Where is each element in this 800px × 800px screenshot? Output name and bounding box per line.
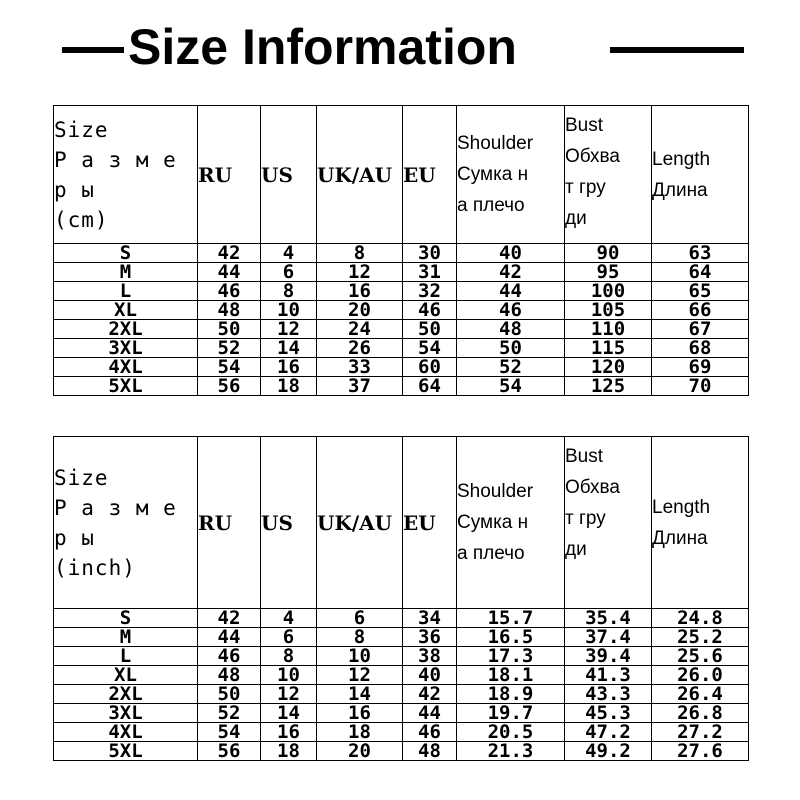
header-ru: RU xyxy=(198,437,261,609)
cell-length: 27.6 xyxy=(652,742,749,761)
header-bust: Bust Обхва т гру ди xyxy=(565,106,652,244)
header-length: Length Длина xyxy=(652,106,749,244)
table-row xyxy=(54,377,749,396)
header-shoulder: Shoulder Сумка н а плечо xyxy=(457,437,565,609)
cell-length: 24.8 xyxy=(652,609,749,628)
cell-length: 66 xyxy=(652,301,749,320)
cell-us: 4 xyxy=(261,609,317,628)
cell-ru: 48 xyxy=(198,666,261,685)
cell-eu: 46 xyxy=(403,301,457,320)
header-bust: Bust Обхва т гру ди xyxy=(565,437,652,609)
cell-uk-au: 26 xyxy=(317,339,403,358)
cell-size: 5XL xyxy=(54,742,198,761)
cell-shoulder: 19.7 xyxy=(457,704,565,723)
cell-eu: 40 xyxy=(403,666,457,685)
cell-bust: 37.4 xyxy=(565,628,652,647)
cell-bust: 39.4 xyxy=(565,647,652,666)
cell-shoulder: 54 xyxy=(457,377,565,396)
cell-length: 26.4 xyxy=(652,685,749,704)
table-row xyxy=(54,358,749,377)
cell-shoulder: 21.3 xyxy=(457,742,565,761)
cell-bust: 110 xyxy=(565,320,652,339)
cell-length: 63 xyxy=(652,244,749,263)
cell-size: XL xyxy=(54,666,198,685)
cell-size: 3XL xyxy=(54,704,198,723)
cell-us: 16 xyxy=(261,723,317,742)
cell-us: 14 xyxy=(261,339,317,358)
cell-shoulder: 42 xyxy=(457,263,565,282)
title-banner xyxy=(0,10,800,88)
cell-uk-au: 8 xyxy=(317,628,403,647)
table-row xyxy=(54,685,749,704)
cell-shoulder: 15.7 xyxy=(457,609,565,628)
cell-ru: 50 xyxy=(198,685,261,704)
header-size: Size Р а з м е р ы (inch) xyxy=(54,437,198,609)
cell-length: 65 xyxy=(652,282,749,301)
cell-eu: 32 xyxy=(403,282,457,301)
cell-us: 6 xyxy=(261,628,317,647)
cell-size: 4XL xyxy=(54,358,198,377)
cell-size: S xyxy=(54,244,198,263)
table-row xyxy=(54,320,749,339)
cell-uk-au: 20 xyxy=(317,742,403,761)
cell-eu: 64 xyxy=(403,377,457,396)
header-ru: RU xyxy=(198,106,261,244)
cell-size: XL xyxy=(54,301,198,320)
cell-shoulder: 18.9 xyxy=(457,685,565,704)
cell-shoulder: 16.5 xyxy=(457,628,565,647)
cell-bust: 125 xyxy=(565,377,652,396)
header-us: US xyxy=(261,437,317,609)
table-row xyxy=(54,339,749,358)
cell-shoulder: 46 xyxy=(457,301,565,320)
table-row xyxy=(54,647,749,666)
cell-eu: 31 xyxy=(403,263,457,282)
cell-bust: 49.2 xyxy=(565,742,652,761)
cell-length: 25.6 xyxy=(652,647,749,666)
title-rule-left xyxy=(62,47,124,53)
cell-ru: 50 xyxy=(198,320,261,339)
table-row xyxy=(54,301,749,320)
cell-uk-au: 24 xyxy=(317,320,403,339)
cell-us: 6 xyxy=(261,263,317,282)
header-uk-au: UK/AU xyxy=(317,437,403,609)
cell-size: M xyxy=(54,263,198,282)
cell-uk-au: 37 xyxy=(317,377,403,396)
cell-ru: 52 xyxy=(198,704,261,723)
cell-uk-au: 12 xyxy=(317,263,403,282)
table-row xyxy=(54,723,749,742)
cell-ru: 56 xyxy=(198,377,261,396)
cell-us: 18 xyxy=(261,377,317,396)
cell-eu: 36 xyxy=(403,628,457,647)
cell-uk-au: 16 xyxy=(317,282,403,301)
cell-length: 70 xyxy=(652,377,749,396)
cell-ru: 54 xyxy=(198,723,261,742)
page-title: Size Information xyxy=(128,19,517,75)
cell-uk-au: 14 xyxy=(317,685,403,704)
cell-uk-au: 20 xyxy=(317,301,403,320)
cell-us: 8 xyxy=(261,282,317,301)
table-row xyxy=(54,263,749,282)
cell-us: 18 xyxy=(261,742,317,761)
header-eu: EU xyxy=(403,106,457,244)
cell-shoulder: 20.5 xyxy=(457,723,565,742)
cell-length: 64 xyxy=(652,263,749,282)
cell-eu: 44 xyxy=(403,704,457,723)
cell-shoulder: 17.3 xyxy=(457,647,565,666)
cell-shoulder: 50 xyxy=(457,339,565,358)
cell-bust: 35.4 xyxy=(565,609,652,628)
cell-us: 8 xyxy=(261,647,317,666)
cell-us: 4 xyxy=(261,244,317,263)
cell-us: 14 xyxy=(261,704,317,723)
cell-length: 68 xyxy=(652,339,749,358)
header-uk-au: UK/AU xyxy=(317,106,403,244)
cell-size: 5XL xyxy=(54,377,198,396)
table-row xyxy=(54,742,749,761)
cell-uk-au: 18 xyxy=(317,723,403,742)
cell-bust: 100 xyxy=(565,282,652,301)
cell-bust: 45.3 xyxy=(565,704,652,723)
cell-ru: 52 xyxy=(198,339,261,358)
cell-size: M xyxy=(54,628,198,647)
cell-ru: 42 xyxy=(198,244,261,263)
cell-bust: 41.3 xyxy=(565,666,652,685)
cell-shoulder: 40 xyxy=(457,244,565,263)
cell-length: 67 xyxy=(652,320,749,339)
cell-bust: 115 xyxy=(565,339,652,358)
header-us: US xyxy=(261,106,317,244)
cell-ru: 46 xyxy=(198,282,261,301)
cell-shoulder: 48 xyxy=(457,320,565,339)
cell-eu: 38 xyxy=(403,647,457,666)
cell-eu: 48 xyxy=(403,742,457,761)
cell-ru: 42 xyxy=(198,609,261,628)
cell-shoulder: 18.1 xyxy=(457,666,565,685)
cell-bust: 105 xyxy=(565,301,652,320)
table-header-row xyxy=(54,437,749,609)
cell-size: 4XL xyxy=(54,723,198,742)
cell-bust: 95 xyxy=(565,263,652,282)
cell-eu: 54 xyxy=(403,339,457,358)
table-row xyxy=(54,609,749,628)
title-rule-right xyxy=(610,47,744,53)
cell-eu: 46 xyxy=(403,723,457,742)
cell-size: L xyxy=(54,647,198,666)
cell-uk-au: 16 xyxy=(317,704,403,723)
cell-size: 3XL xyxy=(54,339,198,358)
cell-uk-au: 33 xyxy=(317,358,403,377)
cell-bust: 47.2 xyxy=(565,723,652,742)
cell-ru: 56 xyxy=(198,742,261,761)
cell-bust: 43.3 xyxy=(565,685,652,704)
cell-eu: 30 xyxy=(403,244,457,263)
cell-shoulder: 44 xyxy=(457,282,565,301)
cell-eu: 50 xyxy=(403,320,457,339)
cell-bust: 120 xyxy=(565,358,652,377)
size-table-inch xyxy=(53,436,749,761)
cell-shoulder: 52 xyxy=(457,358,565,377)
cell-size: S xyxy=(54,609,198,628)
cell-length: 69 xyxy=(652,358,749,377)
table-row xyxy=(54,282,749,301)
cell-length: 26.8 xyxy=(652,704,749,723)
cell-uk-au: 6 xyxy=(317,609,403,628)
cell-length: 25.2 xyxy=(652,628,749,647)
cell-us: 16 xyxy=(261,358,317,377)
cell-uk-au: 8 xyxy=(317,244,403,263)
cell-us: 12 xyxy=(261,320,317,339)
table-row xyxy=(54,666,749,685)
cell-us: 10 xyxy=(261,666,317,685)
cell-size: L xyxy=(54,282,198,301)
cell-ru: 44 xyxy=(198,628,261,647)
cell-size: 2XL xyxy=(54,320,198,339)
cell-uk-au: 12 xyxy=(317,666,403,685)
cell-us: 12 xyxy=(261,685,317,704)
table-header-row xyxy=(54,106,749,244)
cell-bust: 90 xyxy=(565,244,652,263)
cell-eu: 34 xyxy=(403,609,457,628)
header-eu: EU xyxy=(403,437,457,609)
cell-ru: 46 xyxy=(198,647,261,666)
cell-uk-au: 10 xyxy=(317,647,403,666)
table-row xyxy=(54,628,749,647)
header-size: Size Р а з м е р ы (cm) xyxy=(54,106,198,244)
cell-size: 2XL xyxy=(54,685,198,704)
size-table-cm xyxy=(53,105,749,396)
header-shoulder: Shoulder Сумка н а плечо xyxy=(457,106,565,244)
cell-length: 26.0 xyxy=(652,666,749,685)
cell-eu: 42 xyxy=(403,685,457,704)
cell-ru: 44 xyxy=(198,263,261,282)
header-length: Length Длина xyxy=(652,437,749,609)
cell-eu: 60 xyxy=(403,358,457,377)
table-row xyxy=(54,244,749,263)
cell-ru: 54 xyxy=(198,358,261,377)
table-row xyxy=(54,704,749,723)
cell-ru: 48 xyxy=(198,301,261,320)
cell-us: 10 xyxy=(261,301,317,320)
cell-length: 27.2 xyxy=(652,723,749,742)
